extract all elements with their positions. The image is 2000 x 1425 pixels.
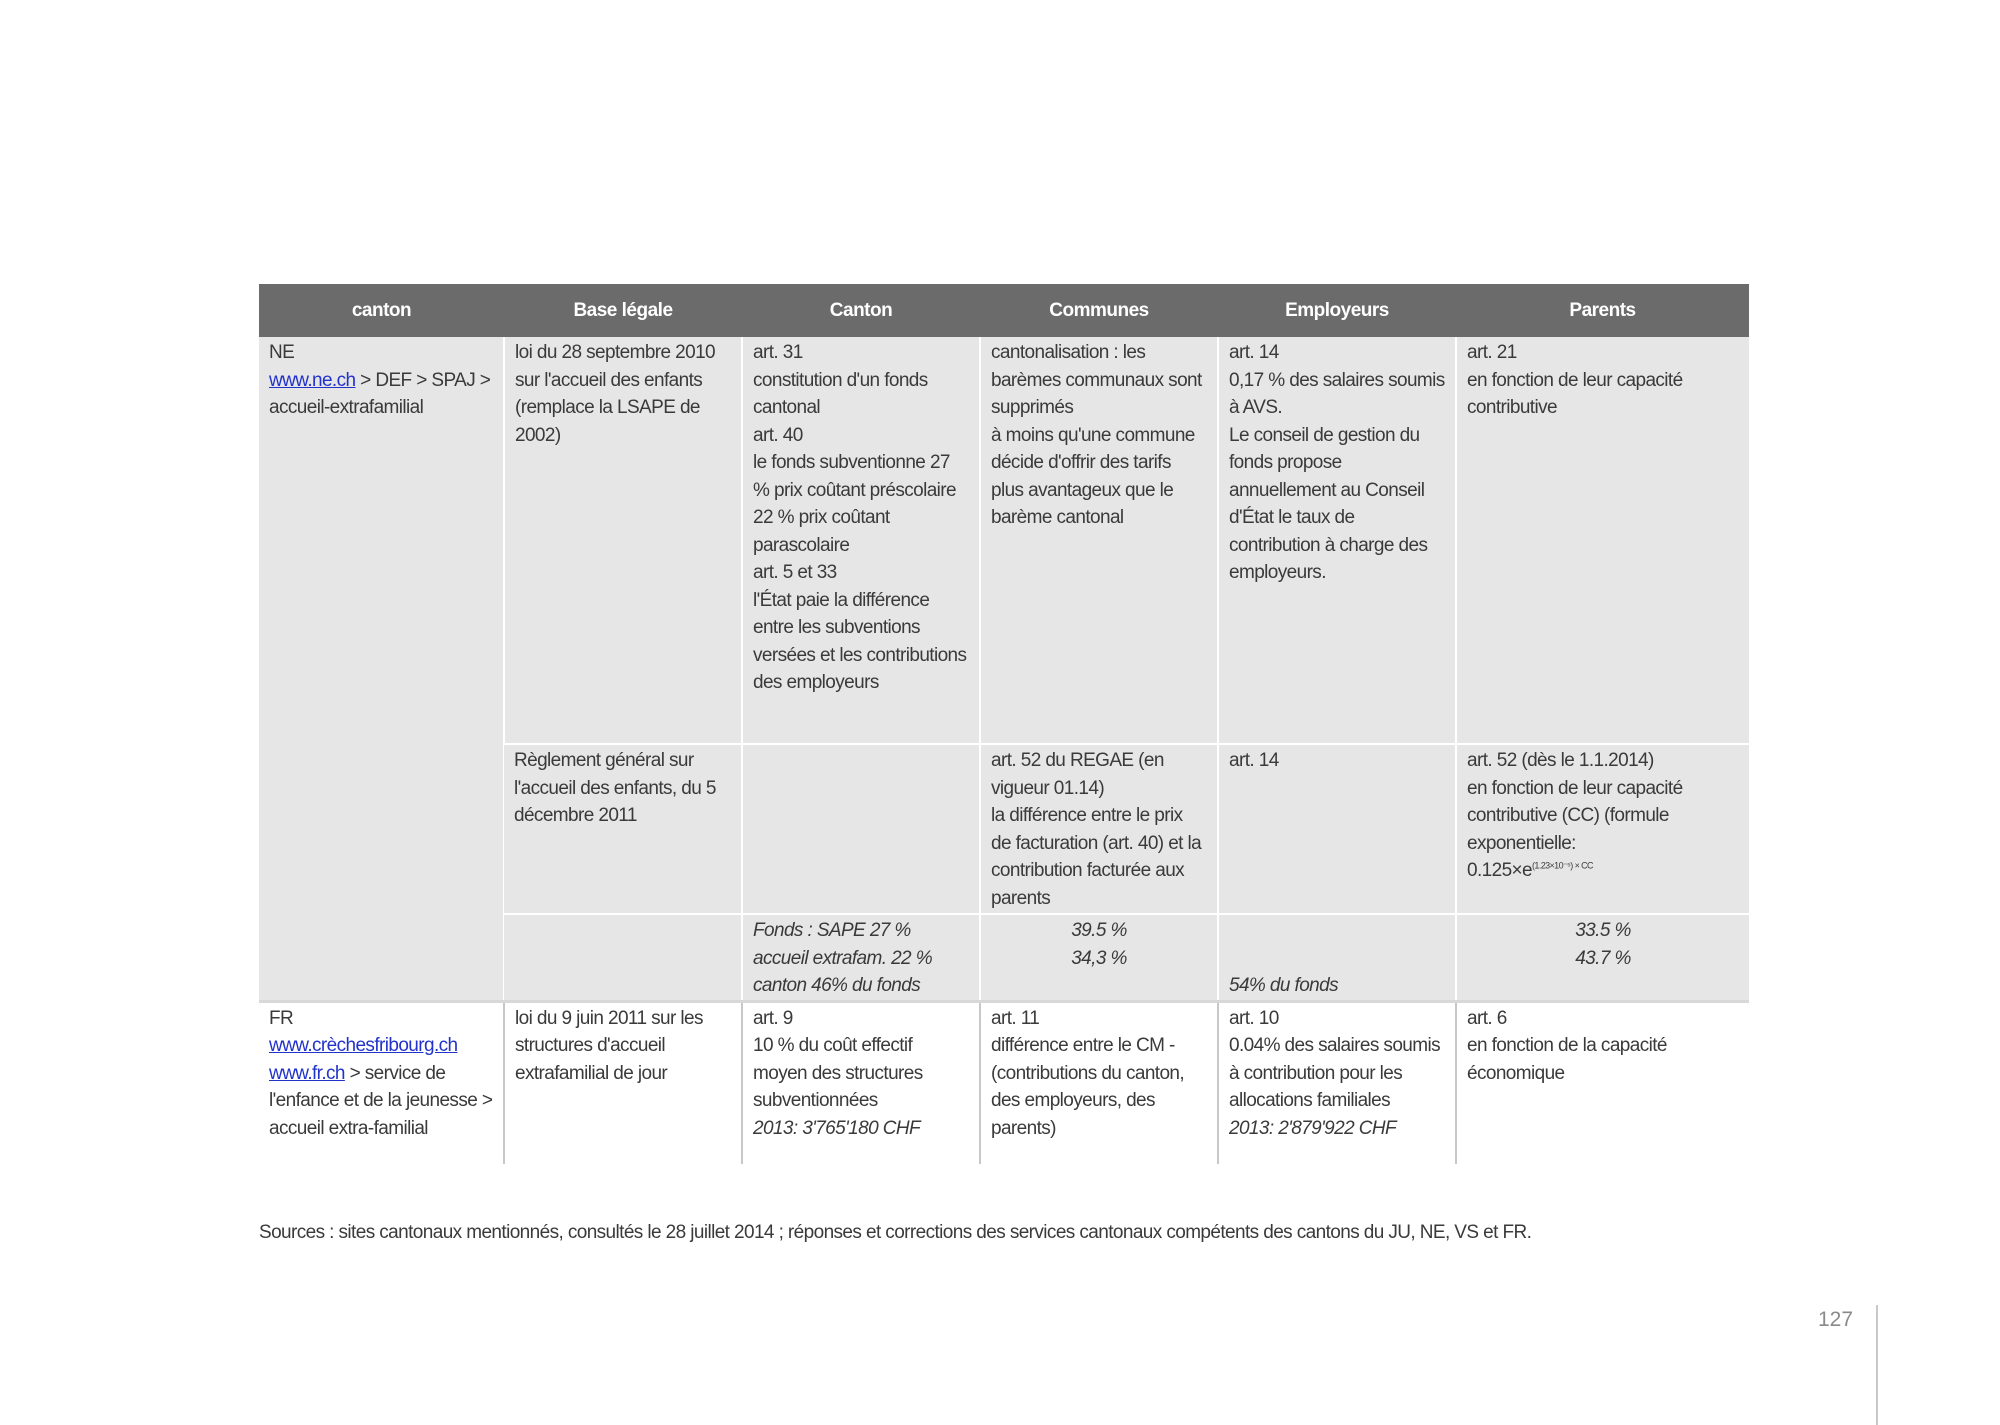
cell-base-ne-shares (504, 914, 742, 1001)
header-employeurs: Employeurs (1218, 284, 1456, 337)
page-margin-rule (1876, 1305, 1878, 1425)
header-canton: canton (259, 284, 504, 337)
header-communes: Communes (980, 284, 1218, 337)
table-row-ne-law (259, 337, 1749, 744)
header-canton-contribution: Canton (742, 284, 980, 337)
cell-parents-ne-law: art. 21 en fonction de leur capacité contributive (1456, 337, 1749, 744)
canton-code-fr: FR (269, 1007, 294, 1029)
link-crechesfribourg[interactable]: www.crèchesfribourg.ch (269, 1035, 458, 1056)
cell-canton-ne-shares: Fonds : SAPE 27 % accueil extrafam. 22 % canton 46% du fonds (742, 914, 980, 1001)
cell-parents-ne-regulation (1456, 744, 1749, 914)
canton-fr-note: 2013: 3'765'180 CHF (753, 1117, 920, 1139)
parents-formula-text: art. 52 (dès le 1.1.2014) en fonction de leur capacité contributive (CC) (formule exponentielle: 0.125×e (1467, 750, 1683, 881)
cell-parents-ne-shares: 33.5 % 43.7 % (1456, 914, 1749, 1001)
sources-footnote: Sources : sites cantonaux mentionnés, consultés le 28 juillet 2014 ; réponses et corrections des services cantonaux compétents des cantons du JU, NE, VS et FR. (259, 1222, 1532, 1243)
table-header-row (259, 284, 1749, 337)
cell-parents-fr: art. 6 en fonction de la capacité économique (1456, 1001, 1749, 1164)
cell-employeurs-ne-law: art. 14 0,17 % des salaires soumis à AVS. Le conseil de gestion du fonds propose annuellement au Conseil d'État le taux de contribution à charge des employeurs. (1218, 337, 1456, 744)
cell-employeurs-ne-regulation: art. 14 (1218, 744, 1456, 914)
cell-base-ne-regulation: Règlement général sur l'accueil des enfants, du 5 décembre 2011 (504, 744, 742, 914)
cell-employeurs-fr (1218, 1001, 1456, 1164)
cell-canton-ne-law: art. 31 constitution d'un fonds cantonal art. 40 le fonds subventionne 27 % prix coûtant préscolaire 22 % prix coûtant parascolaire art. 5 et 33 l'État paie la différence entre les subventions versées et les contributions des employeurs (742, 337, 980, 744)
page-number: 127 (1818, 1308, 1854, 1331)
employeurs-fr-note: 2013: 2'879'922 CHF (1229, 1117, 1396, 1139)
canton-fr-text: art. 9 10 % du coût effectif moyen des structures subventionnées (753, 1007, 923, 1111)
employeurs-fr-text: art. 10 0.04% des salaires soumis à contribution pour les allocations familiales (1229, 1007, 1440, 1111)
cell-canton-ne (259, 337, 504, 1001)
cell-base-ne-law: loi du 28 septembre 2010 sur l'accueil des enfants (remplace la LSAPE de 2002) (504, 337, 742, 744)
cell-communes-fr: art. 11 différence entre le CM - (contributions du canton, des employeurs, des parents) (980, 1001, 1218, 1164)
header-parents: Parents (1456, 284, 1749, 337)
cell-communes-ne-law: cantonalisation : les barèmes communaux sont supprimés à moins qu'une commune décide d'offrir des tarifs plus avantageux que le barème cantonal (980, 337, 1218, 744)
table-row-fr (259, 1001, 1749, 1164)
cell-communes-ne-regulation: art. 52 du REGAE (en vigueur 01.14) la différence entre le prix de facturation (art. 40) et la contribution facturée aux parents (980, 744, 1218, 914)
link-ne-ch[interactable]: www.ne.ch (269, 369, 356, 391)
canton-path-fr: > service de l'enfance et de la jeunesse > accueil extra-familial (269, 1062, 493, 1139)
link-fr-ch[interactable]: www.fr.ch (269, 1062, 345, 1084)
cell-employeurs-ne-shares: 54% du fonds (1218, 914, 1456, 1001)
cell-canton-fr (259, 1001, 504, 1164)
canton-code-ne: NE (269, 342, 295, 363)
cell-communes-ne-shares: 39.5 % 34,3 % (980, 914, 1218, 1001)
canton-path-ne: > DEF > SPAJ > accueil-extrafamilial (269, 369, 491, 418)
cantonal-funding-table (259, 284, 1749, 1164)
cell-canton-ne-regulation (742, 744, 980, 914)
cell-canton-fr-contribution (742, 1001, 980, 1164)
parents-formula-exponent: (1.23×10⁻⁵) × CC (1532, 860, 1593, 871)
header-base-legale: Base légale (504, 284, 742, 337)
cell-base-fr: loi du 9 juin 2011 sur les structures d'accueil extrafamilial de jour (504, 1001, 742, 1164)
